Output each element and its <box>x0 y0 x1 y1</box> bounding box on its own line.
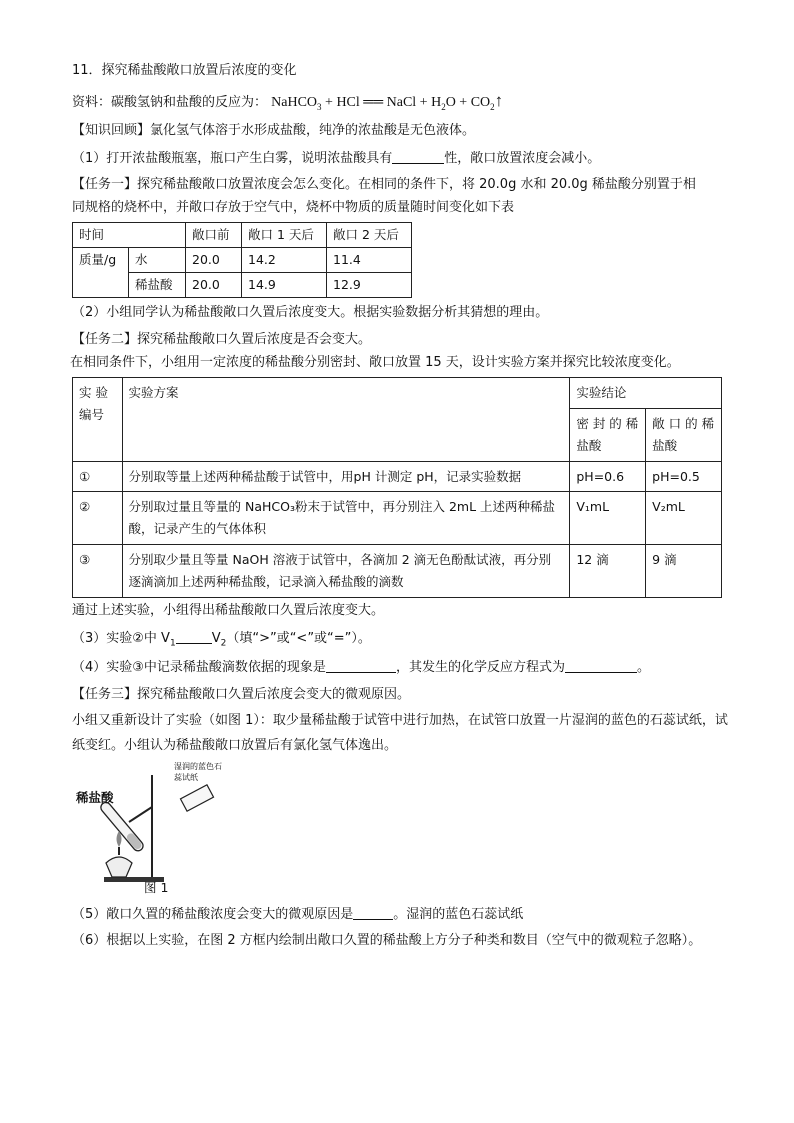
question-1: （1）打开浓盐酸瓶塞，瓶口产生白雾，说明浓盐酸具有 性，敞口放置浓度会减小。 <box>72 150 601 166</box>
question-6: （6）根据以上实验，在图 2 方框内绘制出敞口久置的稀盐酸上方分子种类和数目（空气中的微观粒子忽略）。 <box>72 933 702 949</box>
acid-label: 稀盐酸 <box>76 789 114 805</box>
mass-table <box>72 222 412 298</box>
header-exp-no: 实 验 编号 <box>73 377 123 461</box>
question-2: （2）小组同学认为稀盐酸敞口久置后浓度变大。根据实验数据分析其猜想的理由。 <box>72 305 549 321</box>
header-time: 时间 <box>73 223 186 248</box>
header-plan: 实验方案 <box>122 377 570 461</box>
apparatus-diagram <box>74 767 224 897</box>
answer-blank-3[interactable] <box>176 629 212 644</box>
task-1-line-2: 同规格的烧杯中，并敞口存放于空气中，烧杯中物质的质量随时间变化如下表 <box>72 200 515 216</box>
figure-caption: 图 1 <box>144 879 169 895</box>
experiment-table <box>72 377 722 598</box>
table-row: ② 分别取过量且等量的 NaHCO₃粉末于试管中，再分别注入 2mL 上述两种稀盐酸，记录产生的气体体积 V₁mL V₂mL <box>73 492 722 545</box>
task-1-line-1: 【任务一】探究稀盐酸敞口放置浓度会怎么变化。在相同的条件下，将 20.0g 水和 20.0g 稀盐酸分别置于相 <box>72 177 696 193</box>
task-3-title: 【任务三】探究稀盐酸敞口久置后浓度会变大的微观原因。 <box>72 687 411 703</box>
gas-arrow: ↑ <box>494 90 504 110</box>
answer-blank-4b[interactable] <box>565 658 637 673</box>
mass-label: 质量/g <box>73 248 129 298</box>
answer-blank-1[interactable] <box>392 149 444 164</box>
question-5: （5）敞口久置的稀盐酸浓度会变大的微观原因是 。湿润的蓝色石蕊试纸 <box>72 906 524 922</box>
knowledge-review: 【知识回顾】氯化氢气体溶于水形成盐酸，纯净的浓盐酸是无色液体。 <box>72 122 476 138</box>
answer-blank-4a[interactable] <box>326 658 396 673</box>
task-2-title: 【任务二】探究稀盐酸敞口久置后浓度是否会变大。 <box>72 332 372 348</box>
header-conclusion: 实验结论 <box>570 377 722 408</box>
question-3: （3）实验②中 $V_1$ $V_2$（填“>”或“<”或“=”）。 <box>72 630 371 649</box>
table-row: ③ 分别取少量且等量 NaOH 溶液于试管中，各滴加 2 滴无色酚酞试液，再分别逐滴滴加上述两种稀盐酸，记录滴入稀盐酸的滴数 12 滴 9 滴 <box>73 545 722 598</box>
material-prefix: 资料：碳酸氢钠和盐酸的反应为： <box>72 94 268 110</box>
question-page <box>72 62 732 959</box>
question-4: （4）实验③中记录稀盐酸滴数依据的现象是 ，其发生的化学反应方程式为 。 <box>72 660 650 676</box>
header-day1: 敞口 1 天后 <box>242 223 327 248</box>
task-2-description: 在相同条件下，小组用一定浓度的稀盐酸分别密封、敞口放置 15 天，设计实验方案并探究比较浓度变化。 <box>70 355 680 371</box>
conclusion: 通过上述实验，小组得出稀盐酸敞口久置后浓度变大。 <box>72 602 385 618</box>
table-row: 稀盐酸 20.0 14.9 12.9 <box>73 273 412 298</box>
row-name: 水 <box>129 248 186 273</box>
paper-label: 湿润的蓝色石蕊试纸 <box>174 761 222 783</box>
table-row: ① 分别取等量上述两种稀盐酸于试管中，用pH 计测定 pH，记录实验数据 pH=0.6 pH=0.5 <box>73 461 722 492</box>
header-open: 敞 口 的 稀 盐酸 <box>646 408 722 461</box>
reaction-equation: NaHCO$_3$ + HCl ══ NaCl + $H_2O$ + $CO_2↑$ <box>271 90 504 112</box>
header-before: 敞口前 <box>186 223 242 248</box>
answer-blank-5[interactable] <box>353 905 393 920</box>
reference-material <box>72 89 732 114</box>
table-row: 质量/g 水 20.0 14.2 11.4 <box>73 248 412 273</box>
header-sealed: 密 封 的 稀 盐酸 <box>570 408 646 461</box>
question-title: 11．探究稀盐酸敞口放置后浓度的变化 <box>72 63 297 78</box>
row-name: 稀盐酸 <box>129 273 186 298</box>
header-day2: 敞口 2 天后 <box>327 223 412 248</box>
figure-1 <box>74 761 224 897</box>
task-3-description: 小组又重新设计了实验（如图 1）：取少量稀盐酸于试管中进行加热，在试管口放置一片湿润的蓝色的石蕊试纸，试纸变红。小组认为稀盐酸敞口放置后有氯化氢气体逸出。 <box>72 713 728 753</box>
